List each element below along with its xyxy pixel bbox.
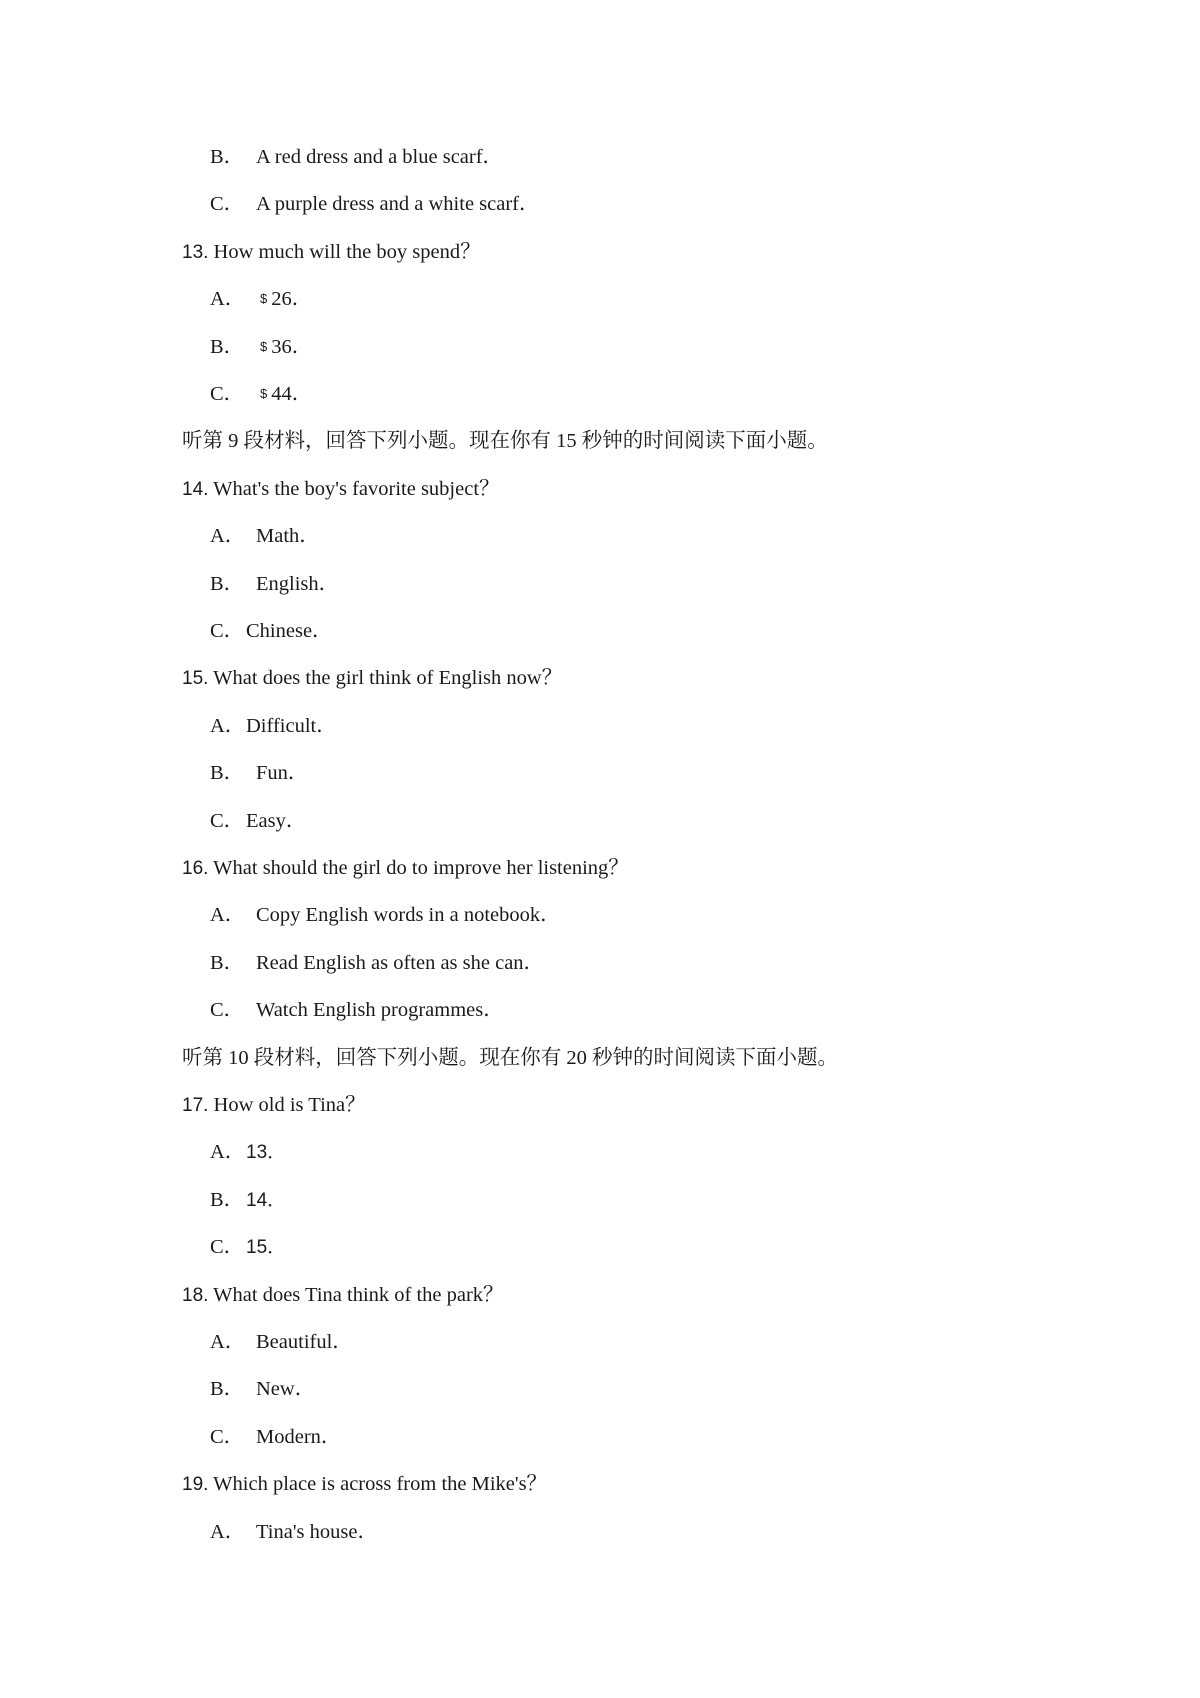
question-number: 19. bbox=[182, 1474, 209, 1496]
answer-option bbox=[210, 1519, 378, 1545]
question-line bbox=[182, 1282, 504, 1309]
answer-option bbox=[210, 1424, 341, 1450]
question-number: 16. bbox=[182, 858, 209, 879]
answer-option bbox=[210, 1187, 286, 1214]
option-text: Difficult． bbox=[246, 714, 337, 737]
question-line bbox=[182, 855, 629, 882]
option-text: Copy English words in a notebook． bbox=[256, 904, 561, 927]
instruction-text: 听第 10 段材料，回答下列小题。现在你有 20 秒钟的时间阅读下面小题。 bbox=[182, 1046, 838, 1069]
option-text: A purple dress and a white scarf． bbox=[256, 193, 540, 216]
option-letter: B． bbox=[210, 146, 245, 168]
question-number: 13. bbox=[182, 241, 209, 263]
option-letter: A． bbox=[210, 525, 246, 548]
option-text: 36． bbox=[271, 335, 313, 358]
instruction-text: 听第 9 段材料，回答下列小题。现在你有 15 秒钟的时间阅读下面小题。 bbox=[182, 430, 828, 453]
option-letter: C． bbox=[210, 999, 245, 1022]
question-number: 18. bbox=[182, 1284, 209, 1306]
option-letter: A． bbox=[210, 288, 246, 311]
currency-symbol: $ bbox=[260, 386, 268, 401]
option-letter: B． bbox=[210, 1378, 245, 1401]
answer-option bbox=[210, 997, 504, 1023]
option-letter: C． bbox=[210, 809, 245, 832]
question-line bbox=[182, 665, 562, 692]
option-text: Tina's house． bbox=[256, 1520, 378, 1543]
option-letter: A． bbox=[210, 1520, 246, 1543]
option-letter: C． bbox=[210, 620, 245, 642]
option-text: New． bbox=[256, 1378, 316, 1401]
answer-option bbox=[210, 191, 540, 217]
option-letter: A． bbox=[210, 1141, 246, 1164]
option-letter: C． bbox=[210, 1425, 245, 1448]
answer-option bbox=[210, 808, 306, 834]
option-letter: C． bbox=[210, 383, 245, 405]
question-line bbox=[182, 476, 500, 503]
option-letter: A． bbox=[210, 714, 246, 737]
option-text: English． bbox=[256, 572, 340, 595]
answer-option bbox=[210, 381, 312, 407]
option-text: 26． bbox=[271, 288, 313, 311]
answer-option bbox=[210, 760, 308, 786]
currency-symbol: $ bbox=[260, 338, 268, 354]
option-text: 14． bbox=[246, 1189, 287, 1211]
question-number: 15. bbox=[182, 668, 209, 690]
question-number: 17. bbox=[182, 1095, 209, 1116]
question-text: What should the girl do to improve her listening？ bbox=[208, 857, 629, 879]
answer-option bbox=[210, 618, 333, 644]
question-text: How much will the boy spend？ bbox=[208, 240, 481, 263]
option-text: Read English as often as she can． bbox=[256, 951, 545, 974]
option-letter: B． bbox=[210, 335, 245, 358]
answer-option bbox=[210, 902, 561, 928]
option-letter: B． bbox=[210, 572, 245, 595]
option-text: Modern． bbox=[256, 1425, 342, 1448]
option-letter: A． bbox=[210, 904, 246, 927]
option-text: Math． bbox=[256, 525, 320, 548]
option-text: 44． bbox=[271, 383, 313, 405]
instruction-line bbox=[182, 428, 828, 454]
option-text: 13． bbox=[246, 1142, 287, 1164]
answer-option bbox=[210, 713, 337, 739]
answer-option bbox=[210, 1234, 286, 1261]
option-text: A red dress and a blue scarf． bbox=[256, 146, 504, 168]
question-line bbox=[182, 1092, 366, 1119]
option-text: Fun． bbox=[256, 762, 309, 785]
option-letter: C． bbox=[210, 1236, 245, 1259]
question-text: What does the girl think of English now？ bbox=[208, 667, 563, 690]
option-letter: C． bbox=[210, 193, 245, 216]
answer-option bbox=[210, 144, 503, 170]
option-text: Chinese． bbox=[246, 620, 333, 642]
question-text: How old is Tina？ bbox=[208, 1094, 366, 1116]
currency-symbol: $ bbox=[260, 291, 268, 307]
answer-option bbox=[210, 523, 320, 549]
option-text: Beautiful． bbox=[256, 1331, 353, 1353]
answer-option bbox=[210, 950, 544, 976]
option-letter: B． bbox=[210, 951, 245, 974]
option-text: Watch English programmes． bbox=[256, 999, 504, 1022]
answer-option bbox=[210, 334, 312, 360]
question-text: What's the boy's favorite subject？ bbox=[208, 477, 500, 500]
question-text: What does Tina think of the park？ bbox=[208, 1283, 504, 1306]
answer-option bbox=[210, 286, 312, 312]
answer-option bbox=[210, 1376, 315, 1402]
instruction-line bbox=[182, 1045, 838, 1071]
option-letter: B． bbox=[210, 1188, 245, 1211]
option-letter: A． bbox=[210, 1331, 246, 1353]
question-number: 14. bbox=[182, 478, 209, 500]
option-text: Easy． bbox=[246, 809, 307, 832]
option-letter: B． bbox=[210, 762, 245, 785]
option-text: 15． bbox=[246, 1237, 287, 1259]
question-line bbox=[182, 239, 481, 266]
question-text: Which place is across from the Mike's？ bbox=[208, 1473, 548, 1496]
answer-option bbox=[210, 1329, 353, 1355]
answer-option bbox=[210, 571, 339, 597]
answer-option bbox=[210, 1139, 286, 1166]
question-line bbox=[182, 1471, 547, 1498]
